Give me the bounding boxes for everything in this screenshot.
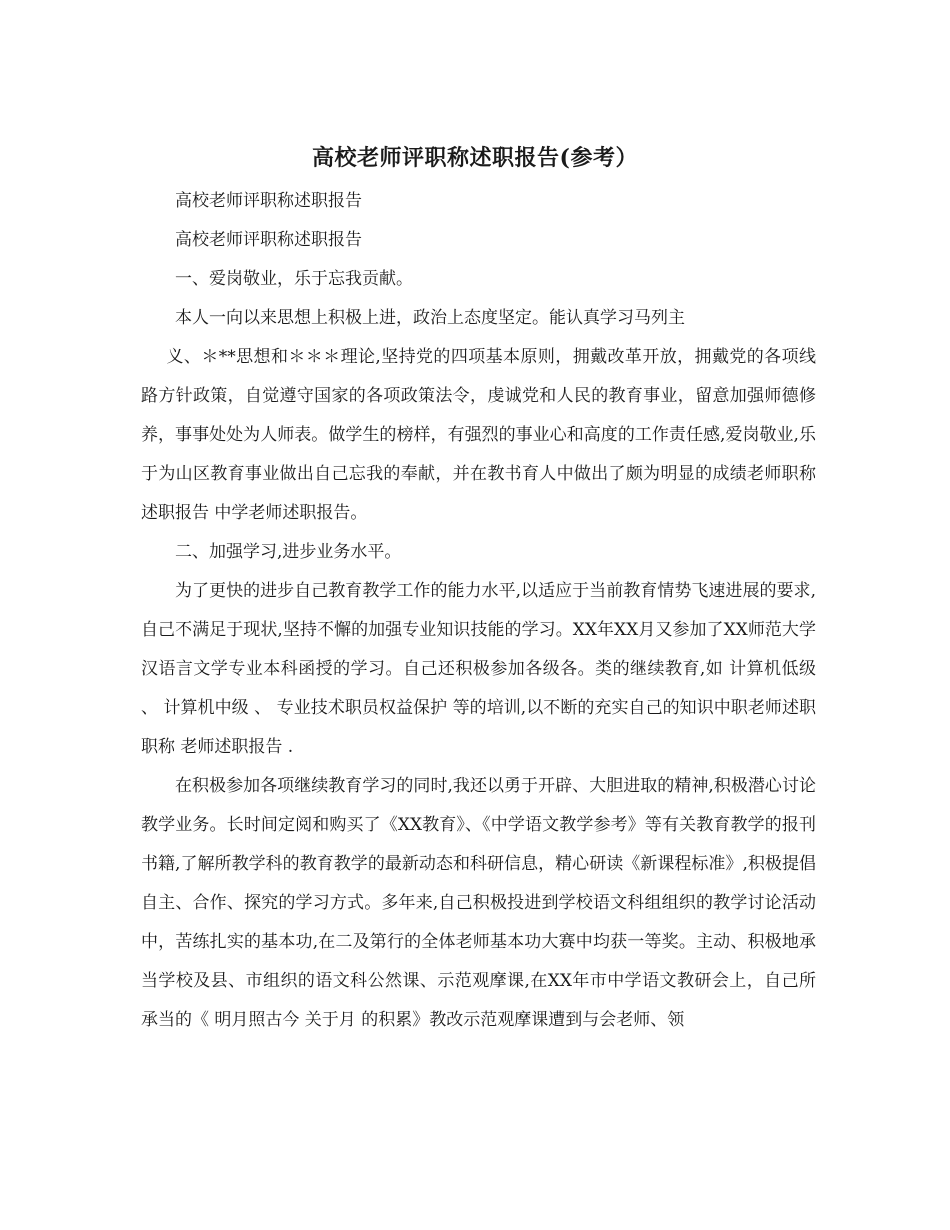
body-paragraph-subtitle-1: 高校老师评职称述职报告: [175, 191, 362, 211]
body-paragraph: 在积极参加各项继续教育学习的同时,我还以勇于开辟、大胆进取的精神,积极潜心讨论教学业务。长时间定阅和购买了《XX教育》、《中学语文教学参考》等有关教育教学的报刊书籍,了解所教学科的教育教学的最新动态和科研信息，精心研读《新课程标准》,积极提倡自主、合作、探究的学习方式。多年来,自己积极投进到学校语文科组组织的教学讨论活动中，苦练扎实的基本功,在二及第行的全体老师基本功大赛中均获一等奖。主动、积极地承当学校及县、市组织的语文科公然课、示范观摩课,在XX年市中学语文教研会上，自己所承当的《 明月照古今 关于月 的积累》教改示范观摩课遭到与会老师、领: [141, 776, 816, 1030]
section-heading-1: 一、爱岗敬业，乐于忘我贡献。: [175, 269, 413, 289]
body-paragraph-subtitle-2: 高校老师评职称述职报告: [175, 230, 362, 250]
document-title: 高校老师评职称述职报告(参考）: [312, 145, 638, 171]
body-paragraph: 为了更快的进步自己教育教学工作的能力水平,以适应于当前教育情势飞速进展的要求,自己不满足于现状,坚持不懈的加强专业知识技能的学习。XX年XX月又参加了XX师范大学汉语言文学专业本科函授的学习。自己还积极参加各级各。类的继续教育,如 计算机低级 、 计算机中级 、 专业技术职员权益保护 等的培训,以不断的充实自己的知识中职老师述职 职称 老师述职报告 .: [141, 581, 816, 757]
section-heading-2: 二、加强学习,进步业务水平。: [175, 542, 402, 562]
document-body: [141, 182, 816, 1040]
body-paragraph: 本人一向以来思想上积极上进，政治上态度坚定。能认真学习马列主: [175, 308, 685, 328]
body-paragraph: 义、＊**思想和＊＊＊理论,坚持党的四项基本原则，拥戴改革开放，拥戴党的各项线路方针政策，自觉遵守国家的各项政策法令，虔诚党和人民的教育事业，留意加强师德修养，事事处处为人师表。做学生的榜样，有强烈的事业心和高度的工作责任感,爱岗敬业,乐于为山区教育事业做出自己忘我的奉献，并在教书育人中做出了颇为明显的成绩老师职称述职报告 中学老师述职报告。: [141, 347, 816, 523]
